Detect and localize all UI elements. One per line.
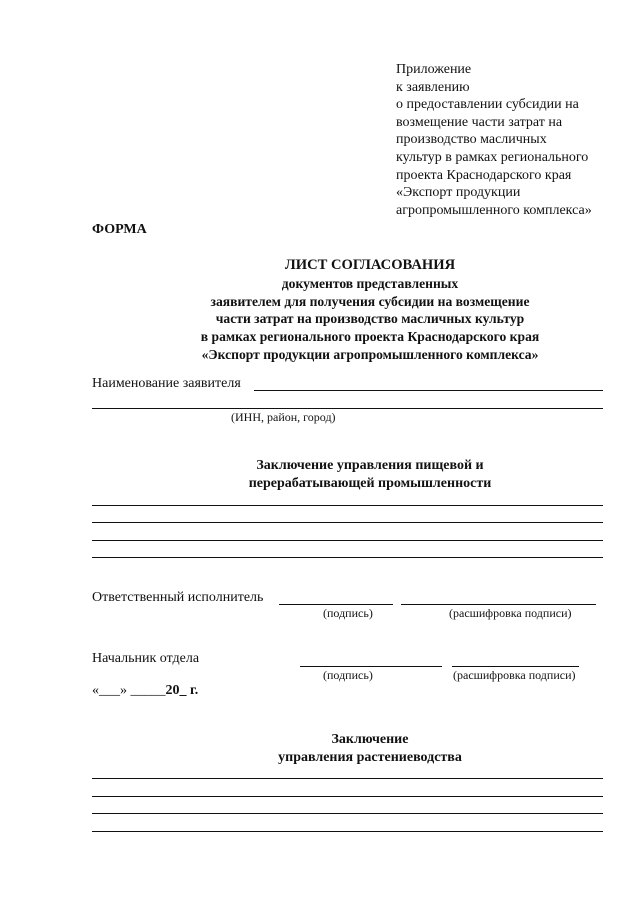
title-line: в рамках регионального проекта Краснодарского края bbox=[200, 329, 540, 345]
head-signature-caption: (подпись) bbox=[323, 668, 373, 682]
head-signature-field[interactable] bbox=[300, 666, 442, 667]
section-heading-line: Заключение bbox=[331, 732, 409, 747]
head-of-department-label: Начальник отдела bbox=[92, 651, 200, 666]
section-food-industry-heading bbox=[90, 457, 639, 493]
appendix-line: о предоставлении субсидии на bbox=[396, 97, 579, 113]
form-label: ФОРМА bbox=[92, 222, 147, 237]
section-crop-production-heading bbox=[90, 731, 639, 767]
date-day: «___» bbox=[92, 683, 127, 698]
applicant-label: Наименование заявителя bbox=[92, 376, 241, 391]
document-title bbox=[90, 257, 639, 364]
conclusion-field-line[interactable] bbox=[92, 505, 603, 506]
head-decoding-field[interactable] bbox=[452, 666, 579, 667]
date-field[interactable] bbox=[92, 683, 198, 699]
conclusion-field-line[interactable] bbox=[92, 831, 603, 832]
appendix-line: производство масличных bbox=[396, 132, 547, 148]
title-line: заявителем для получения субсидии на возмещение bbox=[210, 293, 530, 309]
title-line: «Экспорт продукции агропромышленного комплекса» bbox=[201, 346, 539, 362]
responsible-signature-field[interactable] bbox=[279, 604, 393, 605]
responsible-signature-caption: (подпись) bbox=[323, 606, 373, 620]
section-heading-line: перерабатывающей промышленности bbox=[248, 476, 492, 491]
conclusion-field-line[interactable] bbox=[92, 557, 603, 558]
responsible-label: Ответственный исполнитель bbox=[92, 590, 264, 605]
appendix-line: проекта Краснодарского края bbox=[396, 167, 572, 183]
conclusion-field-line[interactable] bbox=[92, 778, 603, 779]
title-line: документов представленных bbox=[281, 275, 459, 291]
date-year: 20_ г. bbox=[165, 683, 199, 698]
appendix-line: возмещение части затрат на bbox=[396, 114, 563, 130]
conclusion-field-line[interactable] bbox=[92, 796, 603, 797]
conclusion-field-line[interactable] bbox=[92, 540, 603, 541]
date-month: _____ bbox=[130, 683, 166, 698]
section-heading-line: Заключение управления пищевой и bbox=[256, 458, 484, 473]
responsible-decoding-field[interactable] bbox=[401, 604, 596, 605]
appendix-line: «Экспорт продукции bbox=[396, 185, 521, 201]
title-line: части затрат на производство масличных культур bbox=[215, 311, 525, 327]
appendix-line: культур в рамках регионального bbox=[396, 149, 589, 165]
applicant-details-field[interactable] bbox=[92, 408, 603, 409]
conclusion-field-line[interactable] bbox=[92, 522, 603, 523]
appendix-note bbox=[396, 61, 592, 219]
head-decoding-caption: (расшифровка подписи) bbox=[453, 668, 576, 682]
section-heading-line: управления растениеводства bbox=[278, 750, 462, 765]
appendix-line: агропромышленного комплекса» bbox=[396, 202, 592, 218]
appendix-line: Приложение bbox=[396, 62, 472, 77]
conclusion-field-line[interactable] bbox=[92, 813, 603, 814]
title-heading: ЛИСТ СОГЛАСОВАНИЯ bbox=[284, 257, 456, 273]
applicant-name-field[interactable] bbox=[254, 390, 603, 391]
appendix-line: к заявлению bbox=[396, 79, 470, 95]
responsible-decoding-caption: (расшифровка подписи) bbox=[449, 606, 572, 620]
applicant-caption: (ИНН, район, город) bbox=[231, 410, 336, 424]
